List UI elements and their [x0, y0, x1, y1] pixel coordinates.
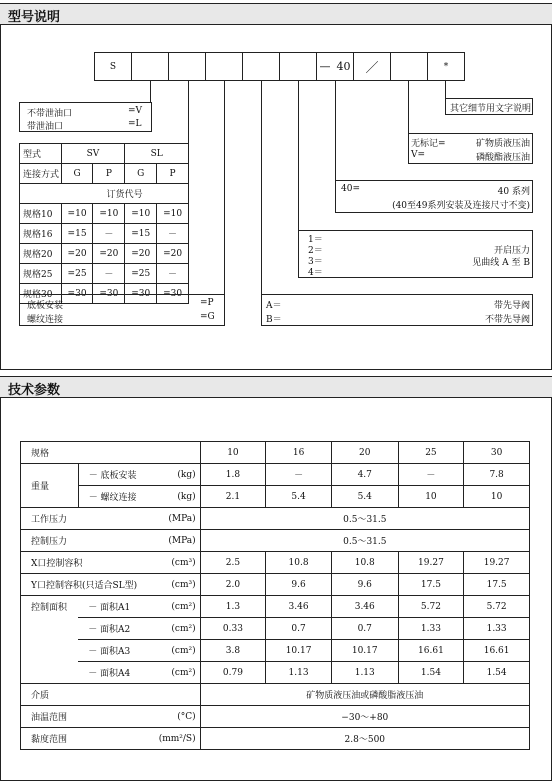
pilot-b-text: 不带先导阀: [484, 315, 530, 325]
table-row: [21, 596, 530, 618]
tech-cell: 5.4: [331, 486, 398, 508]
tech-work-pressure-unit: (MPa): [159, 508, 200, 530]
tech-cell: 2.5: [200, 552, 266, 574]
table-row: [21, 574, 530, 596]
tech-cell: 10: [398, 486, 464, 508]
order-cell: =20: [93, 244, 125, 264]
table-row: [21, 464, 530, 486]
tech-medium-label: 介质: [21, 684, 201, 706]
order-cell: =15: [61, 224, 93, 244]
tech-cell: 0.7: [266, 618, 332, 640]
series-note: (40至49系列安装及连接尺寸不变): [392, 201, 530, 211]
order-cell: =10: [157, 204, 189, 224]
mount-plate-label: 底板安装: [27, 301, 64, 311]
tech-section-title: 技术参数: [8, 383, 61, 398]
series-label: 40=: [341, 184, 360, 194]
leader-line-other: [445, 81, 446, 98]
order-connect-p1: P: [93, 164, 125, 184]
tech-header-size: 25: [398, 442, 464, 464]
order-cell: =30: [93, 284, 125, 304]
tech-cell: 1.3: [200, 596, 266, 618]
tech-viscosity-label: 黏度范围: [21, 728, 159, 750]
tech-cell: 1.54: [464, 662, 530, 684]
table-row: [21, 706, 530, 728]
drain-no-label: 不带泄油口: [27, 109, 73, 119]
tech-viscosity-unit: (mm²/S): [159, 728, 200, 750]
mount-plate-code: =P: [200, 298, 214, 308]
order-code-table: [19, 143, 189, 304]
tech-medium-value: 矿物质液压油或磷酸脂液压油: [200, 684, 529, 706]
table-row: [21, 728, 530, 750]
leader-line-fluid: [408, 81, 409, 133]
tech-area-a1-unit: (cm²): [159, 596, 200, 618]
tech-cell: 10.17: [266, 640, 332, 662]
table-row: [20, 204, 189, 224]
order-code-blank: [20, 184, 62, 204]
table-row: [21, 662, 530, 684]
tech-work-pressure-value: 0.5～31.5: [200, 508, 529, 530]
order-row-label: 规格10: [20, 204, 62, 224]
order-row-label: 规格20: [20, 244, 62, 264]
tech-weight-thread: － 螺纹连接: [78, 486, 159, 508]
order-cell: =30: [61, 284, 93, 304]
tech-areas-label: 控制面积: [21, 596, 79, 618]
code-box-star: *: [427, 52, 465, 81]
tech-cell: 16.61: [398, 640, 464, 662]
order-type-sl: SL: [125, 144, 189, 164]
table-row: [21, 508, 530, 530]
tech-cell: 2.1: [200, 486, 266, 508]
tech-y-volume-unit: (cm³): [159, 574, 200, 596]
code-box-2: [131, 52, 169, 81]
leader-line-pressure: [298, 81, 299, 230]
code-box-slash: ／: [353, 52, 391, 81]
tech-cell: 5.72: [398, 596, 464, 618]
table-row: [20, 264, 189, 284]
tech-area-a4-unit: (cm²): [159, 662, 200, 684]
tech-cell: 1.33: [464, 618, 530, 640]
order-cell: =15: [125, 224, 157, 244]
order-cell: －: [93, 224, 125, 244]
tech-cell: 5.4: [266, 486, 332, 508]
order-type-sv: SV: [61, 144, 125, 164]
tech-weight-plate-unit: (kg): [159, 464, 200, 486]
order-connect-g1: G: [61, 164, 93, 184]
tech-cell: 10.17: [331, 640, 398, 662]
tech-cell: 1.54: [398, 662, 464, 684]
order-cell: －: [93, 264, 125, 284]
table-row: [21, 486, 530, 508]
tech-cell: 1.33: [398, 618, 464, 640]
pressure-open-text: 开启压力: [493, 246, 530, 256]
tech-cell: 17.5: [464, 574, 530, 596]
order-cell: =10: [125, 204, 157, 224]
tech-cell: 3.8: [200, 640, 266, 662]
tech-y-volume-label: Y口控制容积(只适合SL型): [21, 574, 159, 596]
leader-line-mount: [224, 81, 225, 294]
order-code-header: 订货代号: [61, 184, 188, 204]
leader-line-drain: [150, 81, 151, 102]
order-cell: －: [157, 224, 189, 244]
fluid-v-label: V=: [411, 150, 426, 160]
table-row: [21, 552, 530, 574]
code-box-5: [242, 52, 280, 81]
order-cell: =20: [125, 244, 157, 264]
other-text: 其它细节用文字说明: [450, 104, 532, 114]
order-cell: =25: [125, 264, 157, 284]
pilot-a-text: 带先导阀: [493, 301, 530, 311]
tech-areas-blank: [21, 640, 79, 662]
pressure-2: 2＝: [308, 246, 323, 256]
order-cell: =20: [157, 244, 189, 264]
tech-cell: 4.7: [331, 464, 398, 486]
leader-line-series: [335, 81, 336, 180]
code-box-4: [205, 52, 243, 81]
tech-cell: 1.13: [331, 662, 398, 684]
tech-control-pressure-label: 控制压力: [21, 530, 159, 552]
tech-weight-thread-unit: (kg): [159, 486, 200, 508]
tech-cell: 17.5: [398, 574, 464, 596]
order-row-label: 规格30: [20, 284, 62, 304]
tech-cell: 2.0: [200, 574, 266, 596]
tech-oil-temp-unit: (°C): [159, 706, 200, 728]
table-row: [21, 530, 530, 552]
table-row: [20, 244, 189, 264]
table-row: [21, 618, 530, 640]
tech-oil-temp-label: 油温范围: [21, 706, 159, 728]
tech-x-volume-unit: (cm³): [159, 552, 200, 574]
tech-area-a2: － 面积A2: [78, 618, 159, 640]
fluid-v-text: 磷酸酯液压油: [475, 153, 530, 163]
drain-yes-code: =L: [128, 119, 142, 129]
tech-area-a4: － 面积A4: [78, 662, 159, 684]
order-cell: =30: [157, 284, 189, 304]
leader-line-order: [188, 81, 189, 143]
tech-cell: 3.46: [266, 596, 332, 618]
tech-section-header: [0, 376, 552, 398]
order-cell: －: [157, 264, 189, 284]
tech-cell: 16.61: [464, 640, 530, 662]
table-row: [21, 684, 530, 706]
tech-oil-temp-value: −30～+80: [200, 706, 529, 728]
tech-cell: 19.27: [464, 552, 530, 574]
code-box-3: [168, 52, 206, 81]
leader-line-pilot: [261, 81, 262, 294]
code-box-40: — 40: [316, 52, 354, 81]
order-row-label: 规格16: [20, 224, 62, 244]
tech-cell: 9.6: [266, 574, 332, 596]
order-cell: =10: [61, 204, 93, 224]
tech-weight-plate: － 底板安装: [78, 464, 159, 486]
tech-header-size: 10: [200, 442, 266, 464]
drain-yes-label: 带泄油口: [27, 122, 64, 132]
mount-thread-code: =G: [200, 312, 215, 322]
tech-viscosity-value: 2.8～500: [200, 728, 529, 750]
tech-cell: －: [398, 464, 464, 486]
tech-cell: －: [266, 464, 332, 486]
order-connect-p2: P: [157, 164, 189, 184]
tech-header-spec: 规格: [21, 442, 201, 464]
tech-area-a3-unit: (cm²): [159, 640, 200, 662]
tech-header-size: 30: [464, 442, 530, 464]
pilot-a-label: A＝: [266, 301, 282, 311]
tech-cell: 9.6: [331, 574, 398, 596]
tech-areas-blank: [21, 618, 79, 640]
tech-cell: 3.46: [331, 596, 398, 618]
code-box-s: S: [94, 52, 132, 81]
table-row: [21, 640, 530, 662]
order-row-label: 规格25: [20, 264, 62, 284]
fluid-none-label: 无标记=: [411, 139, 446, 149]
order-cell: =10: [93, 204, 125, 224]
fluid-none-text: 矿物质液压油: [475, 139, 530, 149]
order-cell: =20: [61, 244, 93, 264]
tech-cell: 0.7: [331, 618, 398, 640]
tech-areas-blank: [21, 662, 79, 684]
tech-cell: 10: [464, 486, 530, 508]
tech-control-pressure-value: 0.5～31.5: [200, 530, 529, 552]
tech-area-a3: － 面积A3: [78, 640, 159, 662]
mount-thread-label: 螺纹连接: [27, 315, 64, 325]
tech-x-volume-label: X口控制容积: [21, 552, 159, 574]
tech-cell: 1.8: [200, 464, 266, 486]
series-text: 40 系列: [497, 187, 530, 197]
tech-weight-label: 重量: [21, 464, 79, 508]
tech-cell: 10.8: [266, 552, 332, 574]
order-connect-label: 连接方式: [20, 164, 62, 184]
order-type-label: 型式: [20, 144, 62, 164]
order-cell: =30: [125, 284, 157, 304]
pilot-b-label: B＝: [266, 315, 282, 325]
pressure-4: 4＝: [308, 268, 323, 278]
pressure-curve-text: 见曲线 A 至 B: [472, 258, 530, 268]
tech-cell: 19.27: [398, 552, 464, 574]
table-row: [20, 224, 189, 244]
order-connect-g2: G: [125, 164, 157, 184]
code-box-8: [390, 52, 428, 81]
tech-control-pressure-unit: (MPa): [159, 530, 200, 552]
tech-cell: 1.13: [266, 662, 332, 684]
order-cell: =25: [61, 264, 93, 284]
tech-cell: 10.8: [331, 552, 398, 574]
pressure-3: 3＝: [308, 257, 323, 267]
tech-header-size: 16: [266, 442, 332, 464]
model-section-header: [0, 3, 552, 25]
tech-spec-table: [20, 441, 530, 750]
tech-work-pressure-label: 工作压力: [21, 508, 159, 530]
tech-cell: 0.79: [200, 662, 266, 684]
drain-no-code: =V: [128, 106, 143, 116]
tech-cell: 0.33: [200, 618, 266, 640]
table-row: [21, 442, 530, 464]
model-section-title: 型号说明: [8, 10, 61, 25]
code-box-6: [279, 52, 317, 81]
pressure-1: 1＝: [308, 235, 323, 245]
tech-area-a1: － 面积A1: [78, 596, 159, 618]
tech-area-a2-unit: (cm²): [159, 618, 200, 640]
tech-cell: 7.8: [464, 464, 530, 486]
tech-header-size: 20: [331, 442, 398, 464]
tech-cell: 5.72: [464, 596, 530, 618]
